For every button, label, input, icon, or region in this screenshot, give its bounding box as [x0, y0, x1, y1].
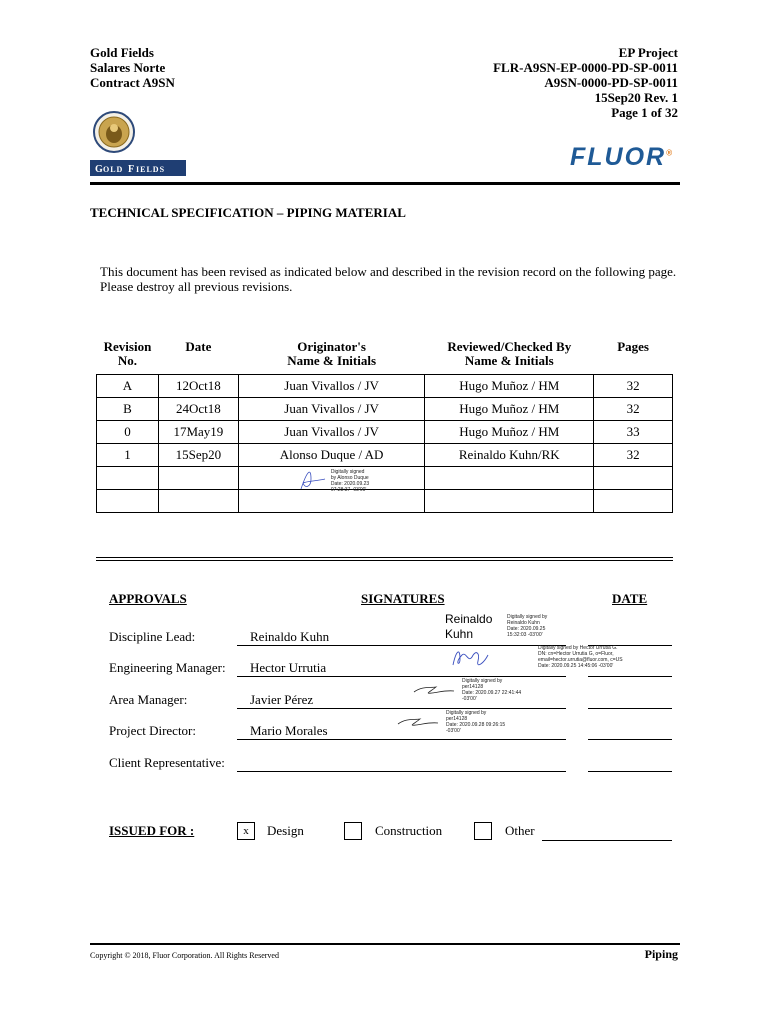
header-pages: Pages: [617, 339, 649, 354]
design-label: Design: [267, 823, 304, 838]
document-id-block: [493, 45, 678, 120]
header-reviewed: Reviewed/Checked By Name & Initials: [447, 339, 572, 368]
copyright-notice: Copyright © 2018, Fluor Corporation. All Rights Reserved: [90, 951, 279, 960]
kuhn-signature-text: Reinaldo Kuhn: [445, 612, 493, 641]
revision-table-header: [97, 340, 673, 375]
role-client-representative: Client Representative:: [109, 755, 225, 770]
role-engineering-manager: Engineering Manager:: [109, 660, 226, 675]
signatures-heading: SIGNATURES: [361, 591, 445, 606]
name-engineering-manager: Hector Urrutia: [250, 660, 327, 675]
originator-signature-cell: [238, 467, 425, 493]
header-rule: [90, 182, 680, 185]
kuhn-signature-note: Digitally signed by Reinaldo Kuhn Date: 2020.09.25 15:32:03 -03'00': [507, 614, 548, 638]
morales-signature-note: Digitally signed by per14128 Date: 2020.09.28 09:26:15 -03'00': [446, 710, 506, 734]
date-line: [588, 708, 672, 709]
footer-section: Piping: [644, 947, 678, 961]
svg-text:OLD: OLD: [103, 165, 124, 174]
role-area-manager: Area Manager:: [109, 692, 188, 707]
date-line: [588, 771, 672, 772]
issued-for-label: ISSUED FOR :: [109, 823, 195, 838]
header-date: Date: [185, 339, 212, 354]
perez-signature: [412, 682, 456, 698]
contract-id: Contract A9SN: [90, 75, 175, 90]
section-divider: [96, 560, 673, 561]
approvals-heading: APPROVALS: [109, 591, 187, 606]
client-name: Gold Fields: [90, 45, 154, 60]
morales-signature: [396, 714, 440, 730]
table-row: 1 15Sep20 Alonso Duque / AD Reinaldo Kuhn/RK 32: [97, 444, 673, 467]
revision-table: [96, 340, 673, 513]
intro-line-2: Please destroy all previous revisions.: [100, 279, 293, 294]
date-heading: DATE: [612, 591, 648, 606]
urrutia-signature-note: Digitally signed by Hector Urrutia G. DN: cn=Hector Urrutia G, o=Fluor, email=hector.urrutia@fluor.com, c=US Date: 2020.09.25 14:45:06 -03'00': [538, 645, 623, 669]
client-document-number: A9SN-0000-PD-SP-0011: [544, 75, 678, 90]
table-row: [97, 467, 673, 490]
date-line: [588, 676, 672, 677]
revision-date: 15Sep20 Rev. 1: [594, 90, 678, 105]
document-title: TECHNICAL SPECIFICATION – PIPING MATERIAL: [90, 205, 406, 220]
project-type: EP Project: [618, 45, 678, 60]
signature-line: [237, 739, 566, 740]
table-row: A 12Oct18 Juan Vivallos / JV Hugo Muñoz / HM 32: [97, 375, 673, 398]
fluor-logo: [570, 143, 672, 172]
date-line: [588, 739, 672, 740]
other-label: Other: [505, 823, 535, 838]
page-count: Page 1 of 32: [611, 105, 678, 120]
perez-signature-note: Digitally signed by per14128 Date: 2020.09.27 22:41:44 -03'00': [462, 678, 522, 702]
footer-rule: [90, 943, 680, 945]
design-checkbox[interactable]: x: [237, 822, 255, 840]
fluor-wordmark: FLUOR: [570, 143, 667, 171]
signature-line: [237, 771, 566, 772]
name-discipline-lead: Reinaldo Kuhn: [250, 629, 330, 644]
name-area-manager: Javier Pérez: [250, 692, 314, 707]
alonso-duque-signature: [297, 467, 327, 491]
other-checkbox[interactable]: [474, 822, 492, 840]
header-originator: Originator's Name & Initials: [287, 339, 377, 368]
table-row: B 24Oct18 Juan Vivallos / JV Hugo Muñoz / HM 32: [97, 398, 673, 421]
table-row: 0 17May19 Juan Vivallos / JV Hugo Muñoz / HM 33: [97, 421, 673, 444]
construction-label: Construction: [375, 823, 443, 838]
svg-text:IELDS: IELDS: [136, 165, 166, 174]
construction-checkbox[interactable]: [344, 822, 362, 840]
signature-line: [237, 676, 566, 677]
signature-line: [237, 645, 566, 646]
name-project-director: Mario Morales: [250, 723, 328, 738]
table-row: [97, 490, 673, 513]
revision-intro: [100, 264, 676, 294]
role-project-director: Project Director:: [109, 723, 196, 738]
originator-signature-note: Digitally signed by Alonso Duque Date: 2020.09.23 07:28:37 -03'00': [330, 469, 370, 493]
client-block: [90, 45, 175, 90]
section-divider: [96, 557, 673, 558]
gold-fields-logo: [90, 110, 186, 176]
svg-text:G: G: [95, 164, 104, 175]
registered-mark: ®: [666, 148, 673, 158]
urrutia-signature: [450, 643, 490, 671]
signature-line: [237, 708, 566, 709]
project-name: Salares Norte: [90, 60, 166, 75]
intro-line-1: This document has been revised as indicated below and described in the revision record on the following page.: [100, 264, 677, 279]
header-revision: Revision No.: [103, 339, 152, 368]
role-discipline-lead: Discipline Lead:: [109, 629, 196, 644]
document-number: FLR-A9SN-EP-0000-PD-SP-0011: [493, 60, 678, 75]
other-specify-line[interactable]: [542, 840, 672, 841]
svg-text:F: F: [128, 164, 136, 175]
